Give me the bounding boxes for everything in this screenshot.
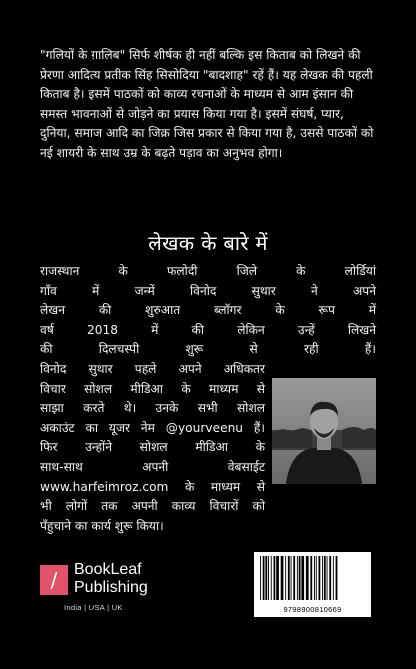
bio-line: साथ-साथ अपनी वेबसाईट — [40, 459, 265, 474]
publisher-logo-mark: / — [40, 565, 68, 595]
bio-line: अकाउंट का यूजर नेम @yourveenu हैं। — [40, 420, 265, 435]
author-photo — [272, 378, 376, 484]
bio-line: फिर उन्होंने सोशल मीडिआ के — [40, 440, 265, 455]
bio-line: लेखन की शुरुआत ब्लॉगर के रूप में — [40, 303, 376, 318]
barcode-bars — [254, 556, 371, 610]
bio-line: वर्ष 2018 में की लेकिन उन्हें लिखने — [40, 322, 376, 337]
bio-line: साझा करते थे। उनके सभी सोशल — [40, 401, 265, 416]
isbn-barcode — [254, 552, 371, 617]
bio-line: राजस्थान के फलोदी जिले के लोर्डियां — [40, 264, 376, 278]
author-portrait-image — [272, 378, 376, 484]
bio-line: www.harfeimroz.com के माध्यम से — [40, 479, 265, 494]
bio-line: की दिलचस्पी शुरू से रही हैं। — [40, 342, 376, 357]
about-author-heading: लेखक के बारे में — [148, 231, 268, 255]
publisher-logo — [40, 561, 170, 621]
bio-line: गाँव में जन्में विनोद सुथार ने अपने — [40, 283, 376, 298]
bio-line: भी लोगों तक अपनी काव्य विचारों को — [40, 499, 265, 514]
bio-line: विचार सोशल मीडिआ के माध्यम से — [40, 381, 265, 396]
isbn-number: 9798900810669 — [283, 605, 342, 614]
bio-line: विनोद सुथार पहले अपने अधिकतर — [40, 361, 265, 376]
bio-line: पँहुचाने का कार्य शुरू किया। — [40, 518, 164, 533]
publisher-name-line2: Publishing — [74, 579, 148, 596]
book-description: "गलियों के ग़ालिब" सिर्फ शीर्षक ही नहीं बल्कि इस किताब को लिखने की प्रेरणा आदित्य प्रतीक सिंह सिसोदिया "बादशाह" रहें हैं। यह लेखक की पहली किताब है। इसमें पाठकों को काव्य रचनाओं के माध्यम से आम इंसान की समस्त भावनाओं से जोड़ने का प्रयास किया गया है। इसमें संघर्ष, प्यार, दुनिया, समाज आदि का जिक्र जिस प्रकार से किया गया है, उससे पाठकों को नई शायरी के साथ उम्र के बढ़ते पड़ाव का अनुभव होगा। — [40, 48, 374, 160]
publisher-regions: India | USA | UK — [64, 603, 123, 612]
publisher-name-line1: BookLeaf — [74, 561, 142, 578]
